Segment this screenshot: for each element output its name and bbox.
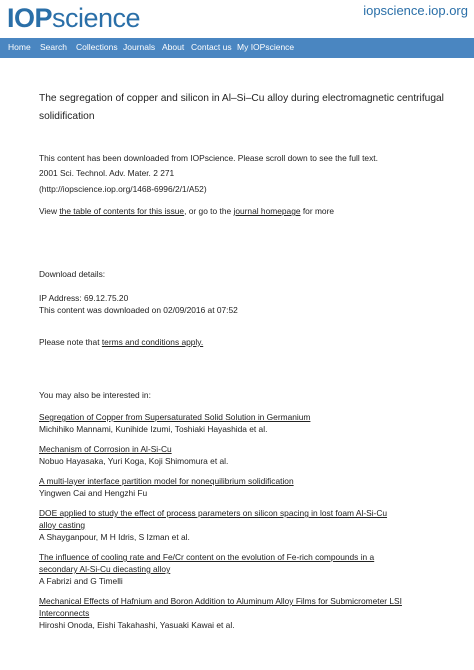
iopscience-logo[interactable] bbox=[7, 3, 140, 33]
related-article-4-title-line1[interactable] bbox=[39, 508, 387, 519]
related-article-3-title-text[interactable]: A multi-layer interface partition model for nonequilibrium solidification bbox=[39, 476, 294, 486]
related-article-6-authors: Hiroshi Onoda, Eishi Takahashi, Yasuaki Kawai et al. bbox=[39, 620, 235, 630]
table-of-contents-link[interactable]: the table of contents for this issue bbox=[59, 206, 185, 216]
related-article-5-title-line1[interactable] bbox=[39, 552, 374, 563]
related-article-6-title-line2[interactable] bbox=[39, 608, 89, 619]
view-middle: , or go to the bbox=[184, 206, 234, 216]
site-url-link[interactable]: iopscience.iop.org bbox=[363, 3, 468, 18]
article-title-line2: solidification bbox=[39, 111, 95, 122]
related-article-5-title-text-1[interactable]: The influence of cooling rate and Fe/Cr content on the evolution of Fe-rich compounds in a bbox=[39, 552, 375, 562]
related-article-5-title-text-2[interactable]: secondary Al-Si-Cu diecasting alloy bbox=[39, 564, 171, 574]
citation-url[interactable]: (http://iopscience.iop.org/1468-6996/2/1/A52) bbox=[39, 184, 207, 194]
related-article-4-authors: A Shayganpour, M H Idris, S Izman et al. bbox=[39, 532, 190, 542]
related-article-1-authors: Michihiko Mannami, Kunihide Izumi, Toshiaki Hayashida et al. bbox=[39, 424, 268, 434]
related-article-1-title[interactable] bbox=[39, 412, 310, 423]
view-links-line bbox=[39, 206, 334, 217]
downloaded-on: This content was downloaded on 02/09/2016 at 07:52 bbox=[39, 305, 238, 315]
nav-journals[interactable]: Journals bbox=[123, 42, 156, 52]
ip-address: IP Address: 69.12.75.20 bbox=[39, 293, 129, 303]
related-article-4-title-line2[interactable] bbox=[39, 520, 85, 531]
related-article-6-title-text-2[interactable]: Interconnects bbox=[39, 608, 90, 618]
article-title-line1: The segregation of copper and silicon in Al–Si–Cu alloy during electromagnetic centrifugal bbox=[39, 93, 444, 104]
related-article-5-title-line2[interactable] bbox=[39, 564, 170, 575]
related-article-3-title[interactable] bbox=[39, 476, 294, 487]
view-prefix: View bbox=[39, 206, 60, 216]
terms-line bbox=[39, 337, 203, 348]
logo-science-text: science bbox=[52, 3, 141, 33]
related-article-4-title-text-2[interactable]: alloy casting bbox=[39, 520, 86, 530]
nav-home[interactable]: Home bbox=[8, 42, 31, 52]
related-article-3-authors: Yingwen Cai and Hengzhi Fu bbox=[39, 488, 148, 498]
nav-search[interactable]: Search bbox=[40, 42, 67, 52]
site-header bbox=[0, 0, 474, 38]
citation: 2001 Sci. Technol. Adv. Mater. 2 271 bbox=[39, 168, 175, 178]
related-article-6-title-text-1[interactable]: Mechanical Effects of Hafnium and Boron Addition to Aluminum Alloy Films for Submicrometer LSI bbox=[39, 596, 402, 606]
related-article-2-authors: Nobuo Hayasaka, Yuri Koga, Koji Shimomura et al. bbox=[39, 456, 229, 466]
main-nav-bar bbox=[0, 38, 474, 58]
nav-contact-us[interactable]: Contact us bbox=[191, 42, 232, 52]
nav-about[interactable]: About bbox=[162, 42, 185, 52]
download-details-heading: Download details: bbox=[39, 269, 106, 279]
nav-my-iopscience[interactable]: My IOPscience bbox=[237, 42, 295, 52]
related-article-1-title-text[interactable]: Segregation of Copper from Supersaturated Solid Solution in Germanium bbox=[39, 412, 311, 422]
terms-prefix: Please note that bbox=[39, 337, 102, 347]
journal-homepage-link[interactable]: journal homepage bbox=[233, 206, 301, 216]
view-suffix: for more bbox=[300, 206, 335, 216]
logo-iop-text: IOP bbox=[7, 3, 53, 33]
related-article-4-title-text-1[interactable]: DOE applied to study the effect of process parameters on silicon spacing in lost foam Al-Si-Cu bbox=[39, 508, 388, 518]
related-article-2-title-text[interactable]: Mechanism of Corrosion in Al-Si-Cu bbox=[39, 444, 172, 454]
nav-collections[interactable]: Collections bbox=[76, 42, 118, 52]
related-article-6-title-line1[interactable] bbox=[39, 596, 402, 607]
also-interested-heading: You may also be interested in: bbox=[39, 390, 151, 400]
terms-conditions-link[interactable]: terms and conditions apply. bbox=[101, 337, 204, 347]
related-article-5-authors: A Fabrizi and G Timelli bbox=[39, 576, 123, 586]
download-note: This content has been downloaded from IOPscience. Please scroll down to see the full text. bbox=[39, 153, 378, 163]
related-article-2-title[interactable] bbox=[39, 444, 172, 455]
